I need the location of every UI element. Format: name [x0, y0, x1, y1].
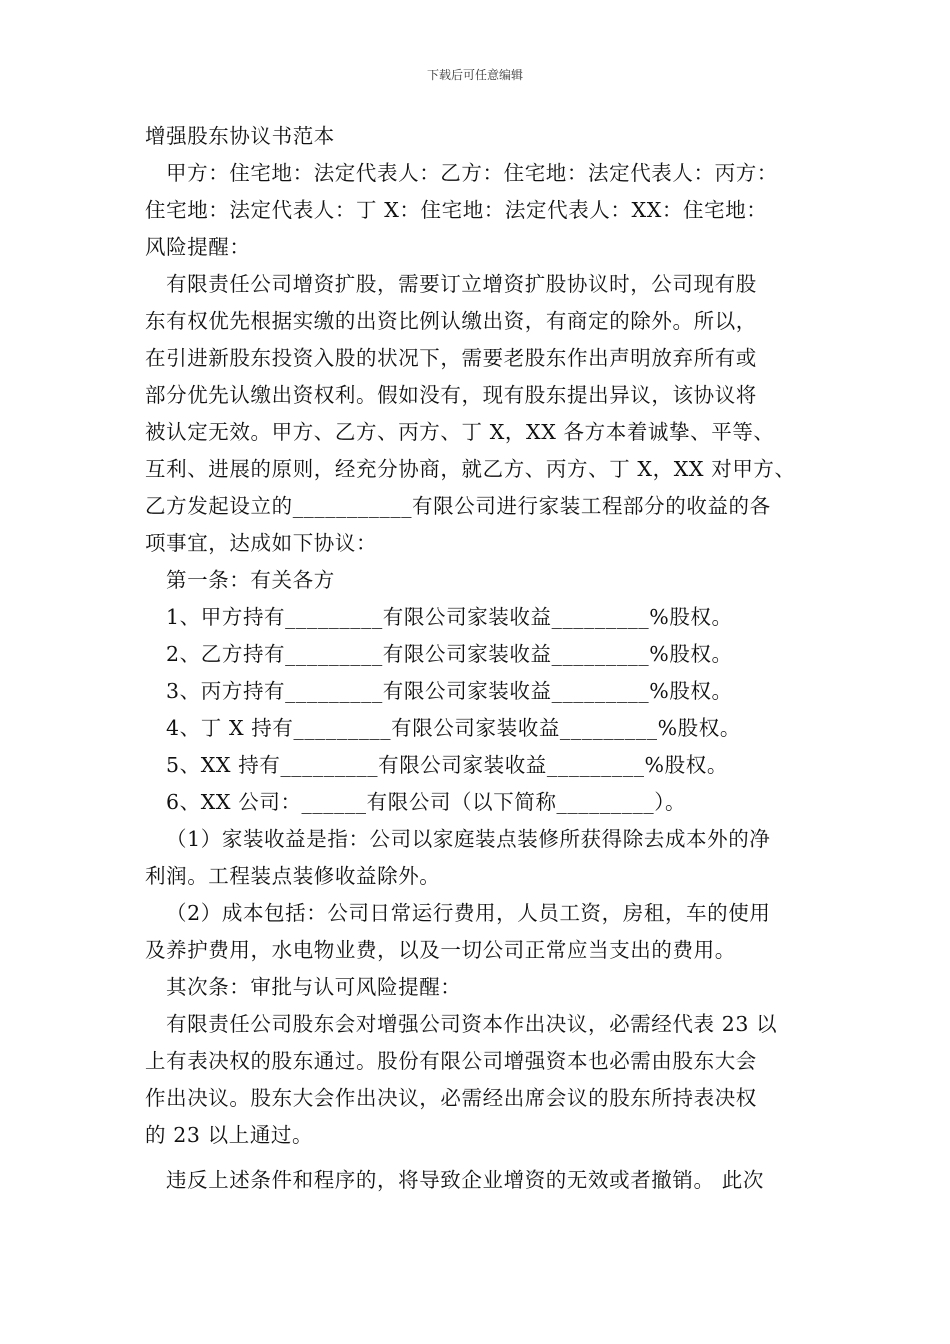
text-line: 东有权优先根据实缴的出资比例认缴出资，有商定的除外。所以， — [145, 309, 757, 333]
document-title: 增强股东协议书范本 — [145, 124, 335, 148]
text-line: 第一条：有关各方 — [166, 568, 335, 592]
text-line: 作出决议。股东大会作出决议，必需经出席会议的股东所持表决权 — [145, 1086, 757, 1110]
text-line: 2、乙方持有_________有限公司家装收益_________%股权。 — [166, 642, 733, 666]
text-line: 4、丁 X 持有_________有限公司家装收益_________%股权。 — [166, 716, 741, 740]
document-paragraphs — [145, 155, 813, 1199]
text-line: 风险提醒： — [145, 235, 251, 259]
text-line: 乙方发起设立的___________有限公司进行家装工程部分的收益的各 — [145, 494, 771, 518]
text-line: （2）成本包括：公司日常运行费用，人员工资，房租，车的使用 — [166, 901, 771, 925]
text-line: 的 23 以上通过。 — [145, 1123, 314, 1147]
text-line: 违反上述条件和程序的，将导致企业增资的无效或者撤销。 此次 — [166, 1168, 764, 1192]
text-line: 在引进新股东投资入股的状况下，需要老股东作出声明放弃所有或 — [145, 346, 757, 370]
text-line: 有限责任公司增资扩股，需要订立增资扩股协议时，公司现有股 — [166, 272, 757, 296]
text-line: 5、XX 持有_________有限公司家装收益_________%股权。 — [166, 753, 728, 777]
text-line: 上有表决权的股东通过。股份有限公司增强资本也必需由股东大会 — [145, 1049, 757, 1073]
text-line: 利润。工程装点装修收益除外。 — [145, 864, 441, 888]
text-line: 其次条：审批与认可风险提醒： — [166, 975, 462, 999]
text-line: 住宅地：法定代表人：丁 X：住宅地：法定代表人：XX：住宅地： — [145, 198, 768, 222]
text-line: 被认定无效。甲方、乙方、丙方、丁 X，XX 各方本着诚挚、平等、 — [145, 420, 775, 444]
text-line: 3、丙方持有_________有限公司家装收益_________%股权。 — [166, 679, 733, 703]
document-body — [145, 118, 813, 1199]
page-header-note: 下载后可任意编辑 — [426, 68, 523, 82]
text-line: 及养护费用，水电物业费，以及一切公司正常应当支出的费用。 — [145, 938, 736, 962]
text-line: 1、甲方持有_________有限公司家装收益_________%股权。 — [166, 605, 733, 629]
text-line: 6、XX 公司：______有限公司（以下简称_________）。 — [166, 790, 687, 814]
text-line: 有限责任公司股东会对增强公司资本作出决议，必需经代表 23 以 — [166, 1012, 778, 1036]
text-line: 互利、进展的原则，经充分协商，就乙方、丙方、丁 X，XX 对甲方、 — [145, 457, 796, 481]
text-line: 甲方：住宅地：法定代表人：乙方：住宅地：法定代表人：丙方： — [166, 161, 778, 185]
text-line: （1）家装收益是指：公司以家庭装点装修所获得除去成本外的净 — [166, 827, 771, 851]
text-line: 部分优先认缴出资权利。假如没有，现有股东提出异议，该协议将 — [145, 383, 757, 407]
text-line: 项事宜，达成如下协议： — [145, 531, 378, 555]
